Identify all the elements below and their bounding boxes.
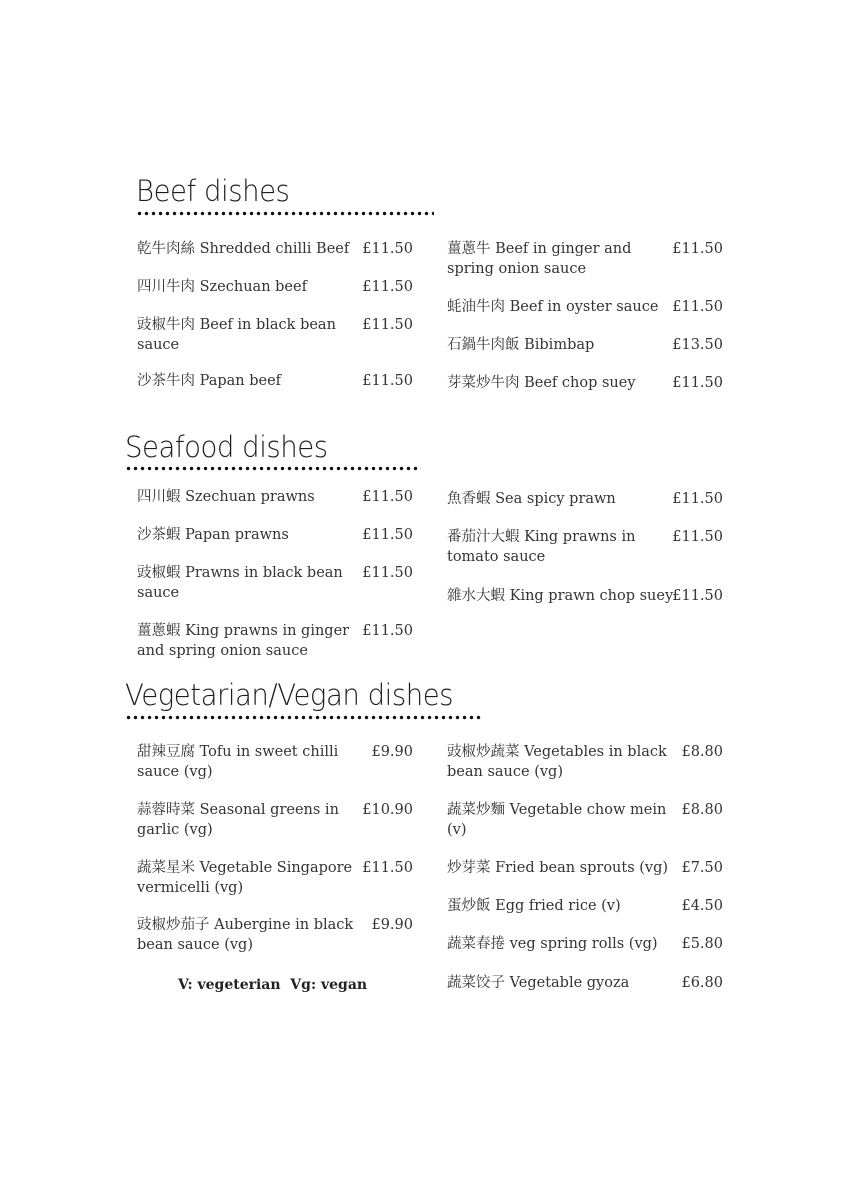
menu-item-price: £11.50 — [362, 860, 413, 876]
menu-item-name: 蔬菜炒麵 Vegetable chow mein (v) — [447, 802, 667, 838]
menu-item-price: £8.80 — [681, 744, 723, 760]
menu-item-price: £4.50 — [681, 898, 723, 914]
menu-item-price: £11.50 — [672, 241, 723, 257]
menu-item-price: £11.50 — [362, 317, 413, 333]
menu-item-price: £8.80 — [681, 802, 723, 818]
menu-item-name: 芽菜炒牛肉 Beef chop suey — [447, 375, 636, 391]
menu-item-name: 四川牛肉 Szechuan beef — [137, 279, 307, 295]
menu-item-price: £6.80 — [681, 975, 723, 991]
menu-item-name: 沙茶蝦 Papan prawns — [137, 527, 289, 543]
dotted-divider — [125, 466, 421, 471]
section-title: Vegetarian/Vegan dishes — [125, 678, 454, 712]
menu-item-name: 豉椒牛肉 Beef in black bean sauce — [137, 317, 336, 353]
menu-item-price: £11.50 — [672, 529, 723, 545]
menu-item-name: 蚝油牛肉 Beef in oyster sauce — [447, 299, 659, 315]
menu-item-price: £11.50 — [362, 241, 413, 257]
menu-item-price: £11.50 — [362, 489, 413, 505]
menu-item-price: £7.50 — [681, 860, 723, 876]
menu-item-name: 薑蔥牛 Beef in ginger and spring onion sauce — [447, 241, 632, 277]
menu-item-name: 蔬菜饺子 Vegetable gyoza — [447, 975, 630, 991]
menu-item-price: £5.80 — [681, 936, 723, 952]
menu-item-price: £9.90 — [371, 917, 413, 933]
menu-item-price: £9.90 — [371, 744, 413, 760]
menu-item-price: £11.50 — [362, 527, 413, 543]
menu-item-price: £11.50 — [672, 299, 723, 315]
menu-item-price: £11.50 — [362, 623, 413, 639]
dotted-divider — [125, 715, 481, 720]
diet-legend: V: vegeterian Vg: vegan — [178, 977, 368, 993]
menu-item-name: 石鍋牛肉飯 Bibimbap — [447, 337, 595, 353]
menu-item-price: £11.50 — [672, 491, 723, 507]
menu-item-name: 薑蔥蝦 King prawns in ginger and spring onion sauce — [137, 623, 350, 659]
menu-item-name: 豉椒炒蔬菜 Vegetables in black bean sauce (vg) — [447, 744, 667, 780]
menu-item-price: £11.50 — [672, 375, 723, 391]
menu-item-name: 豉椒炒茄子 Aubergine in black bean sauce (vg) — [137, 917, 354, 953]
menu-item-name: 番茄汁大蝦 King prawns in tomato sauce — [447, 529, 636, 565]
menu-item-name: 豉椒蝦 Prawns in black bean sauce — [137, 565, 343, 601]
menu-item-price: £11.50 — [362, 373, 413, 389]
section-title: Beef dishes — [136, 174, 290, 208]
menu-item-name: 炒芽菜 Fried bean sprouts (vg) — [447, 860, 669, 876]
menu-item-name: 蔬菜春捲 veg spring rolls (vg) — [447, 936, 658, 952]
menu-item-name: 乾牛肉絲 Shredded chilli Beef — [137, 241, 350, 257]
menu-item-price: £11.50 — [672, 588, 723, 604]
menu-item-price: £11.50 — [362, 565, 413, 581]
menu-item-name: 蒜蓉時菜 Seasonal greens in garlic (vg) — [137, 802, 339, 838]
menu-item-name: 魚香蝦 Sea spicy prawn — [447, 491, 616, 507]
menu-item-name: 甜辣豆腐 Tofu in sweet chilli sauce (vg) — [137, 744, 339, 780]
menu-item-name: 沙茶牛肉 Papan beef — [137, 373, 282, 389]
dotted-divider — [136, 211, 434, 216]
menu-item-name: 蔬菜星米 Vegetable Singapore vermicelli (vg) — [137, 860, 353, 896]
menu-item-price: £11.50 — [362, 279, 413, 295]
menu-item-price: £13.50 — [672, 337, 723, 353]
menu-item-name: 蛋炒飯 Egg fried rice (v) — [447, 898, 621, 914]
section-title: Seafood dishes — [125, 430, 328, 464]
menu-item-name: 四川蝦 Szechuan prawns — [137, 489, 315, 505]
menu-item-name: 雜水大蝦 King prawn chop suey — [447, 588, 674, 604]
menu-item-price: £10.90 — [362, 802, 413, 818]
